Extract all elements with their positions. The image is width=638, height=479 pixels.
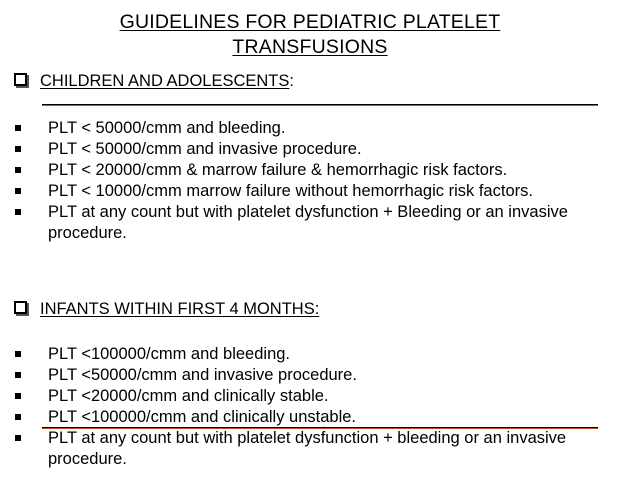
list-item [15, 428, 625, 470]
list-item [15, 344, 625, 365]
section-infants-heading-text: INFANTS WITHIN FIRST 4 MONTHS: [40, 300, 320, 318]
list-item-text: PLT at any count but with platelet dysfunction + Bleeding or an invasive procedure. [48, 203, 568, 242]
slide-title [60, 10, 560, 60]
list-item [15, 386, 625, 407]
square-bullet-icon [15, 209, 21, 215]
list-item-text: PLT <20000/cmm and clinically stable. [48, 387, 329, 405]
square-bullet-icon [15, 188, 21, 194]
title-line-1: GUIDELINES FOR PEDIATRIC PLATELET [119, 11, 501, 33]
list-item-text: PLT at any count but with platelet dysfunction + bleeding or an invasive procedure. [48, 429, 567, 468]
list-item [15, 407, 625, 428]
list-item-text: PLT < 50000/cmm and bleeding. [48, 119, 286, 137]
footer-divider-rule [42, 427, 598, 429]
square-bullet-icon [15, 146, 21, 152]
section-children-heading-text: CHILDREN AND ADOLESCENTS [40, 72, 290, 90]
list-item [15, 365, 625, 386]
list-item [15, 160, 625, 181]
list-item [15, 202, 625, 244]
list-item-text: PLT < 50000/cmm and invasive procedure. [48, 140, 362, 158]
list-item-text: PLT < 20000/cmm & marrow failure & hemorrhagic risk factors. [48, 161, 508, 179]
section-children-list [15, 118, 625, 244]
section-infants-heading [14, 298, 319, 320]
section-children-heading-suffix: : [289, 72, 294, 90]
list-item [15, 181, 625, 202]
list-item-text: PLT <100000/cmm and clinically unstable. [48, 408, 357, 426]
checkbox-bullet-icon [14, 301, 27, 314]
section-infants-list [15, 344, 625, 470]
list-item-text: PLT <50000/cmm and invasive procedure. [48, 366, 357, 384]
title-line-2: TRANSFUSIONS [232, 36, 388, 58]
square-bullet-icon [15, 393, 21, 399]
square-bullet-icon [15, 414, 21, 420]
list-item [15, 118, 625, 139]
checkbox-bullet-icon [14, 73, 27, 86]
square-bullet-icon [15, 167, 21, 173]
square-bullet-icon [15, 372, 21, 378]
section-children-heading [14, 70, 294, 92]
section-divider-rule [42, 104, 598, 106]
list-item-text: PLT <100000/cmm and bleeding. [48, 345, 291, 363]
square-bullet-icon [15, 351, 21, 357]
square-bullet-icon [15, 125, 21, 131]
list-item [15, 139, 625, 160]
list-item-text: PLT < 10000/cmm marrow failure without hemorrhagic risk factors. [48, 182, 533, 200]
square-bullet-icon [15, 435, 21, 441]
